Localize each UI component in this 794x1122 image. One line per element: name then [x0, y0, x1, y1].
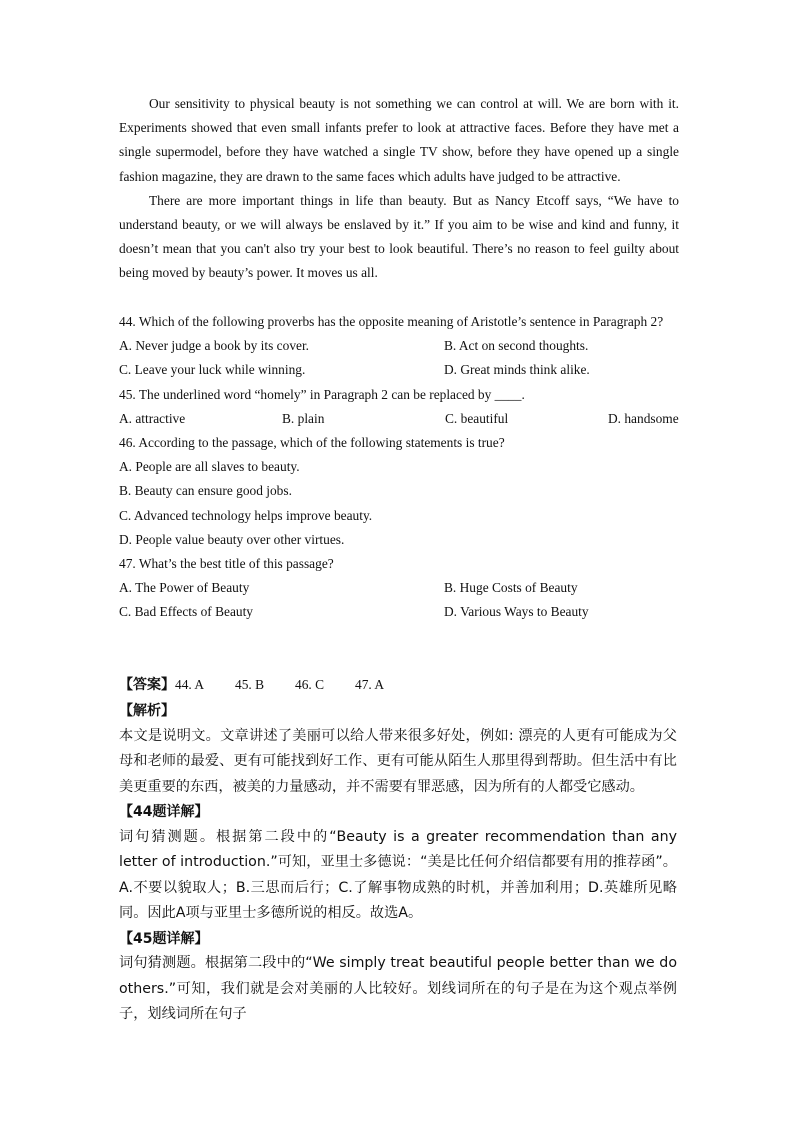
- analysis-section: [119, 699, 677, 1028]
- option-c: C. Leave your luck while winning.: [119, 362, 306, 378]
- option-b: B. Act on second thoughts.: [444, 338, 589, 354]
- q44-explanation: 词句猜测题。根据第二段中的“Beauty is a greater recommendation than any letter of introduction.”可知，亚里士多德说：“美是比任何介绍信都要有用的推荐函”。A.不要以貌取人；B.三思而后行；C.了解事物成熟的时机，并善加利用；D.英雄所见略同。因此A项与亚里士多德所说的相反。故选A。: [119, 828, 677, 921]
- option-d: D. Various Ways to Beauty: [444, 604, 589, 620]
- question-47-stem: 47. What’s the best title of this passage?: [119, 556, 334, 572]
- answer-item: 44. A: [175, 677, 205, 692]
- option-b: B. Huge Costs of Beauty: [444, 580, 578, 596]
- answer-item: 46. C: [295, 677, 325, 692]
- option-c: C. Advanced technology helps improve beauty.: [119, 507, 373, 523]
- q44-heading: 【44题详解】: [119, 804, 209, 820]
- analysis-summary: 本文是说明文。文章讲述了美丽可以给人带来很多好处，例如: 漂亮的人更有可能成为父母和老师的最爱、更有可能找到好工作、更有可能从陌生人那里得到帮助。但生活中有比美更重要的东西，被美的力量感动，并不需要有罪恶感，因为所有的人都受它感动。: [119, 727, 677, 795]
- question-45-options: [119, 407, 679, 431]
- question-46-options: [119, 455, 679, 552]
- option-d: D. People value beauty over other virtues.: [119, 531, 345, 547]
- option-d-text: D. handsome: [608, 410, 679, 426]
- option-d: [608, 407, 708, 431]
- option-a: A. People are all slaves to beauty.: [119, 459, 300, 475]
- question-47-options: [119, 576, 679, 624]
- option-b: B. Beauty can ensure good jobs.: [119, 483, 292, 499]
- option-b: B. plain: [282, 410, 325, 426]
- question-list: [119, 310, 679, 625]
- answer-item: 45. B: [235, 677, 265, 692]
- answer-key: [119, 673, 679, 698]
- option-c: C. beautiful: [445, 410, 509, 426]
- option-d: D. Great minds think alike.: [444, 362, 590, 378]
- question-44-stem: 44. Which of the following proverbs has the opposite meaning of Aristotle’s sentence in Paragraph 2?: [119, 314, 664, 329]
- question-45-stem: 45. The underlined word “homely” in Paragraph 2 can be replaced by ____.: [119, 386, 525, 402]
- passage-paragraph: There are more important things in life than beauty. But as Nancy Etcoff says, “We have to understand beauty, or we will always be enslaved by it.” If you aim to be wise and kind and funny, it doesn’t mean that you can't also try your best to look beautiful. There’s no reason to feel guilty about being moved by beauty’s power. It moves us all.: [119, 192, 679, 281]
- q45-heading: 【45题详解】: [119, 930, 209, 947]
- question-46-stem: 46. According to the passage, which of the following statements is true?: [119, 435, 505, 451]
- q45-explanation: 词句猜测题。根据第二段中的“We simply treat beautiful people better than we do others.”可知，我们就是会对美丽的人比较好。划线词所在的句子是在为这个观点举例子，划线词所在句子: [119, 955, 677, 1022]
- reading-passage: [119, 92, 679, 286]
- answer-item: 47. A: [355, 677, 385, 692]
- option-c: C. Bad Effects of Beauty: [119, 604, 253, 620]
- answer-row: [119, 673, 679, 698]
- option-a: A. attractive: [119, 410, 186, 426]
- passage-paragraph: Our sensitivity to physical beauty is not something we can control at will. We are born with it. Experiments showed that even small infants prefer to look at attractive faces. Before they have met a single supermodel, before they have watched a single TV show, before they have opened up a single fashion magazine, they are drawn to the same faces which adults have judged to be attractive.: [119, 96, 679, 184]
- option-a: A. Never judge a book by its cover.: [119, 338, 310, 354]
- option-a: A. The Power of Beauty: [119, 580, 250, 596]
- answer-label: 【答案】: [119, 677, 175, 693]
- question-44-options: [119, 334, 679, 382]
- analysis-heading: 【解析】: [119, 703, 175, 719]
